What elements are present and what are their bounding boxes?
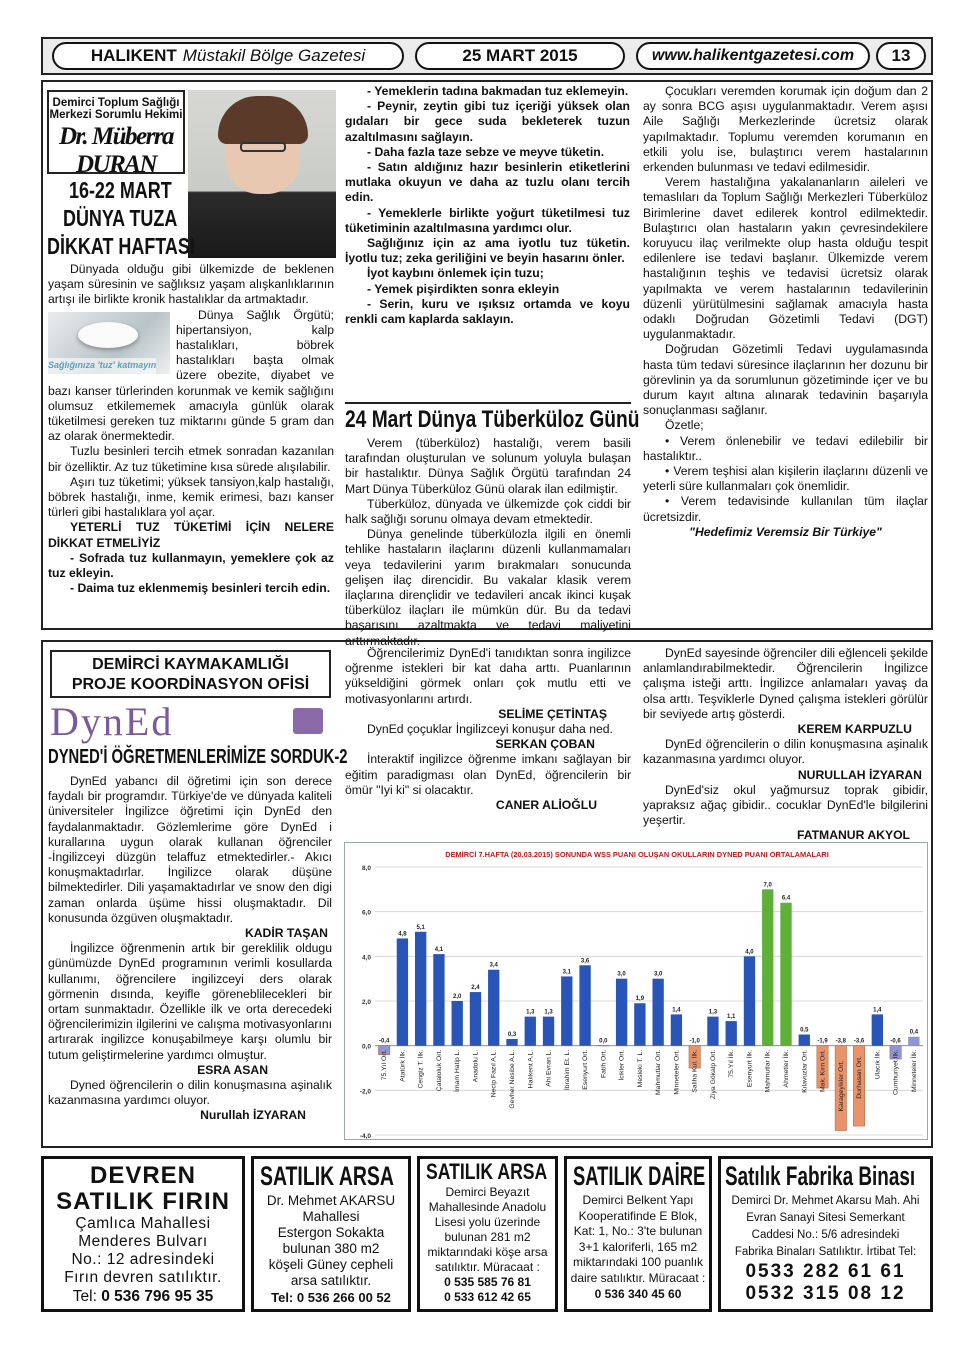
category-label: İcikler Ort. [618, 1049, 626, 1081]
bar [634, 1003, 645, 1045]
paragraph: Tuzlu besinleri tercih etmek sonradan kazanılan bir özelliktir. Az tuz tüketimine kısa sürede alışılabilir. [48, 444, 334, 474]
bar [452, 1001, 463, 1046]
category-label: Saliha Kul. İlk. [691, 1049, 699, 1093]
paragraph: Dünyada olduğu gibi ülkemizde de beklenen yaşam süresinin ve sağlıksız yaşam alışkanlıklarının artışı ile birlikte kronik hastalıklar da artmaktadır. [48, 262, 334, 307]
ad-line: arsa satılıktır. [290, 1273, 372, 1288]
data-label: 1,9 [635, 996, 645, 1003]
chart-title: DEMİRCİ 7.HAFTA (20.03.2015) SONUNDA WSS PUANI OLUŞAN OKULLARIN DYNED PUANI ORTALAMALARI [445, 850, 829, 859]
ad-flat [564, 1156, 712, 1312]
data-label: 2,0 [453, 994, 462, 1000]
office-box [50, 650, 331, 698]
ad-line: Mahallesinde Anadolu [428, 1200, 547, 1214]
paragraph: - Yemeklerle birlikte yoğurt tüketilmesi tuz tüketiminin azaltılmasına yardımcı olur. [345, 205, 630, 235]
paragraph: Dünya genelinde tüberkülozla ilgili en önemli tehlike hastaların ilaçlarını düzenli kullanmamaları veya tedavilerini yarım bırakmaları sonucunda gelişen ilaç direncidir. Bu vakalar klasik verem ilaçlarına dirençlidir ve tedavileri ancak ikinci kuşak tüberküloz ilaçları ile mümkün dür. Bu da tedavi başarısını azaltmakta ve tedavi maliyetini arttırmaktadır. [345, 527, 631, 648]
issue-date: 25 MART 2015 [462, 46, 578, 65]
ad-line: Kat: 1, No.: 3'te bulunan [573, 1224, 703, 1238]
ad-land-2 [417, 1156, 558, 1312]
article3-title: DYNED'İ ÖĞRETMENLERİMİZE SORDUK-2 [48, 746, 348, 768]
paragraph: DynEd çoçuklar İngilizceyi konuşur daha ned. [367, 722, 613, 737]
data-label: 1,3 [526, 1009, 535, 1016]
data-label: -1,0 [689, 1038, 700, 1045]
paragraph: - Peynir, zeytin gibi tuz içeriği yüksek olan gıdaları bir gece suda bekleterek tuzun azaltılmasını sağlayın. [345, 99, 630, 144]
category-label: Mesleki T. L. [636, 1049, 644, 1088]
data-label: -1,9 [817, 1038, 828, 1045]
ad-line: satılıktır. Müracaat : [435, 1260, 540, 1274]
bar [415, 932, 426, 1046]
category-label: Mahmutlar Ort. [655, 1049, 663, 1095]
y-tick-label: 6,0 [361, 909, 371, 917]
author-role-2: Merkezi Sorumlu Hekimi [49, 109, 183, 121]
data-label: 0,0 [599, 1038, 608, 1045]
bar [561, 976, 572, 1045]
page-number-box [876, 42, 926, 70]
y-tick-label: 8,0 [361, 865, 371, 872]
paper-name-box [52, 42, 404, 70]
category-label: Mahmutlar İlk. [764, 1049, 772, 1093]
category-label: Ziya Gökalp Ort. [709, 1049, 717, 1100]
paragraph: • Verem teşhisi alan kişilerin ilaçlarını düzenli ve yeterli süre kullanmaları çok önemlidir. [643, 464, 928, 494]
ad-line: Menderes Bulvarı [78, 1233, 208, 1250]
paragraph: İyot kaybını önlemek için tuzu; [367, 266, 544, 281]
category-label: Gevher Nesibe A.L. [509, 1049, 516, 1109]
category-label: İbrahim Et. L. [563, 1049, 571, 1091]
divider [345, 402, 631, 404]
ad-phone: 0533 282 61 61 [745, 1261, 906, 1282]
y-tick-label: 4,0 [361, 954, 371, 962]
data-label: 4,0 [745, 949, 754, 956]
author-photo [188, 90, 336, 258]
paragraph: - Satın aldığınız hazır besinlerin etiketlerini mutlaka okuyun ve daha az tuzlu olanı tercih edin. [345, 160, 630, 205]
bar [707, 1017, 718, 1046]
data-label: 4,8 [398, 931, 407, 938]
ad-phone: 0 535 585 76 81 [444, 1275, 531, 1289]
data-label: 0,4 [909, 1029, 919, 1036]
category-label: Cengiz T. İlk. [417, 1049, 425, 1089]
dyned-logo-text: DynEd [50, 699, 174, 744]
paragraph: • Verem tedavisinde kullanılan tüm ilaçlar ücretsizdir. [643, 494, 928, 524]
data-label: 0,3 [507, 1031, 517, 1038]
data-label: 3,1 [562, 969, 571, 976]
ad-title: SATILIK DAİRE [573, 1161, 706, 1191]
ad-phone [44, 1287, 242, 1307]
bar [525, 1017, 536, 1046]
paragraph: Özetle; [665, 418, 704, 433]
ad-phone: 0532 315 08 12 [745, 1283, 906, 1304]
bar [872, 1014, 883, 1045]
paragraph: Sağlığınız için az ama iyotlu tuz tüketin. İyotlu tuz; zeka geriliğini ve beyin hasarını önler. [345, 236, 630, 266]
bar [470, 992, 481, 1046]
article3-col3 [643, 646, 928, 843]
article3-col2 [345, 646, 631, 838]
ad-title: SATILIK FIRIN [56, 1188, 230, 1215]
paragraph: DynEd öğrencilerin o dilin konuşmasına aşinalık kazanmasına yardımcı oluyor. [643, 737, 928, 767]
ad-line: Evran Sanayi Sitesi Semerkant [746, 1212, 905, 1224]
ad-line: Lisesi yolu üzerinde [434, 1215, 541, 1229]
author-role-1: Demirci Toplum Sağlığı [52, 97, 180, 109]
ad-phone-label: Tel: [72, 1288, 97, 1305]
paragraph: Verem (tüberküloz) hastalığı, verem basili tarafından oluşturulan ve solunum yoluyla bulaşan bir hastalıktır. Dünya Sağlık Örgütü tarafından 24 Mart Dünya Tüberküloz Günü olarak ilan edilmiştir. [345, 436, 631, 496]
author-box [47, 90, 185, 178]
paragraph: Aşırı tuz tüketimi; yüksek tansiyon,kalp hastalığı, böbrek hastalığı, inme, kemik erimesi, bazı kanser türleri gibi hastalıklara yol açar. [48, 474, 334, 520]
data-label: -3,8 [835, 1038, 846, 1045]
ad-line: bulunan 380 m2 [282, 1241, 380, 1256]
ad-line: Kooperatifinde E Blok, [578, 1208, 698, 1223]
article1-title [47, 176, 197, 260]
ad-line: Dr. Mehmet AKARSU [266, 1193, 396, 1208]
ad-phone: 0 533 612 42 65 [444, 1290, 531, 1304]
ad-line: daire satılıktır. Müracaat : [570, 1270, 706, 1285]
category-label: Mak. Kırn Ort. [819, 1049, 827, 1092]
data-label: 3,0 [617, 971, 626, 978]
page-number: 13 [891, 46, 911, 65]
category-label: Ahmetler İlk. [783, 1049, 790, 1088]
ad-line: Demirci Belkent Yapı [582, 1193, 694, 1207]
title-line-1: 16-22 MART [69, 177, 172, 203]
paragraph: Dyned öğrencilerin o dilin konuşmasına aşinalık kazanmasına yardımcı oluyor. [48, 1078, 332, 1108]
data-label: 1,4 [672, 1007, 681, 1014]
category-label: Durhasan Ort. [856, 1056, 864, 1099]
ad-line: No.: 12 adresindeki [71, 1251, 215, 1268]
ad-phone-number: 0 536 796 95 35 [101, 1288, 214, 1305]
data-label: 2,4 [471, 985, 480, 992]
data-label: -0,6 [890, 1038, 901, 1045]
category-label: Karageyikler Ort. [837, 1060, 845, 1112]
paragraph: Tüberküloz, dünyada ve ülkemizde çok ciddi bir halk sağlığı sorunu olmaya devam etmektedir. [345, 496, 631, 527]
y-tick-label: -4,0 [359, 1133, 371, 1140]
paragraph: Öğrencilerimiz DynEd'i tanıdıktan sonra ingilizce oğrenme istekleri bir kat daha arttı. Puanlarının yükseldiğini görmek onları çok mutlu etti ve motivasyonlarını artırdı. [345, 646, 631, 706]
category-label: Minneteler Ort. [673, 1049, 681, 1095]
dyned-logo-icon [293, 708, 323, 734]
ad-line: Caddesi No.: 5/6 adresindeki [751, 1229, 900, 1241]
ad-line: miktarındaki 100 puanlık [572, 1255, 704, 1269]
data-label: 1,3 [544, 1009, 553, 1016]
category-label: Atatürk İlk. [399, 1049, 407, 1082]
ad-title: SATILIK ARSA [426, 1159, 548, 1184]
paragraph: Verem hastalığına yakalananların aileleri ve temaslıları da Toplum Sağlığı Merkezleri Tüberküloz Birimlerine davet edilerek kontrol edilmektedir. Bulaştırıcı olan hastaların yakın çevresindekilere koruyucu ilaç verilmekte olup hasta olduğu tespit edilenlere ise tedavi başlanır. Ülkemizde verem hastalığının teşhis ve tedavisi ücretsiz olarak yapılmakta ve verem hastalarının tedavilerinin düzenli yürütülmesini sağlamak amacıyla hasta odaklı Doğrudan Gözetimli Tedavi (DGT) uygulanmaktadır. [643, 175, 928, 342]
bar [433, 954, 444, 1046]
ad-line: Demirci Beyazıt [445, 1185, 530, 1199]
ad-phone [254, 1289, 408, 1307]
data-label: 6,4 [781, 895, 791, 902]
closing-slogan: "Hedefimiz Veremsiz Bir Türkiye" [689, 524, 882, 539]
y-tick-label: -2,0 [359, 1088, 371, 1096]
bar [726, 1021, 737, 1046]
paragraph: DynEd'siz okul yağmursuz toprak gibidir, yapraksız ağaç gibidir.. cocuklar DynEd'le bilgilerini yeşertir. [643, 782, 928, 828]
signature: ESRA ASAN [197, 1062, 268, 1077]
category-label: İmam Hatip L. [454, 1049, 462, 1092]
data-label: 1,1 [727, 1014, 736, 1021]
bar [671, 1014, 682, 1045]
category-label: Minneteler İlk. [910, 1049, 918, 1092]
data-label: 1,4 [873, 1007, 882, 1014]
category-label: Anadolu L. [472, 1049, 480, 1083]
category-label: Necip Fazıl A.L. [490, 1049, 498, 1098]
ad-line: Çamlıca Mahallesi [75, 1215, 211, 1232]
ad-phone: 0 536 340 45 60 [594, 1287, 682, 1301]
signature: KEREM KARPUZLU [797, 722, 912, 737]
salt-image [48, 312, 170, 374]
paragraph: - Serin, kuru ve ışıksız ortamda ve koyu renkli cam kaplarda saklayın. [345, 296, 630, 327]
bar [799, 1035, 810, 1046]
website: www.halikentgazetesi.com [651, 47, 855, 64]
category-label: Fatih Ort. [600, 1049, 608, 1078]
title-line-2: DÜNYA TUZA [63, 205, 178, 231]
category-label: Esenyurt Ort. [582, 1049, 590, 1090]
data-label: 0,5 [800, 1027, 809, 1034]
paragraph: İnteraktif ingilizce öğrenme imkanı sağlayan bir eğitim paradigması olan DynEd, öğrencilerin bir ömür "Iyi ki" si olacaktır. [345, 752, 631, 797]
data-label: 7,0 [763, 882, 772, 889]
signature: SERKAN ÇOBAN [495, 737, 595, 752]
article2-col2 [643, 84, 928, 624]
data-label: 5,1 [416, 924, 425, 931]
paragraph: DynEd yabancı dil öğretimi için son derece faydalı bir programdır. Türkiye'de ve dünyada kaliteli üniversiteler İngilizce öğretimi için DynEd den faydalanmaktadır. Gözlemlerime göre DynEd i kurallarına uygun olarak kullanan öğrenciler -İngilizceyi düzgün telaffuz etmektedirler.- Akıcı konuşmaktadırlar. İngilizce olarak düşüne bilmektedirler. Dili yaşamaktadırlar ve snow den digi zaman onlarda üşüme hissi oluşmaktadır. Dil konusunda özgüven oluşmaktadır. [48, 774, 332, 925]
category-label: Kılavuzlar Ort. [801, 1049, 809, 1093]
data-label: 3,0 [653, 971, 663, 978]
paper-subtitle: Müstakil Bölge Gazetesi [182, 46, 366, 65]
article1-col1 [48, 262, 334, 626]
office-line-1: DEMİRCİ KAYMAKAMLIĞI [92, 656, 289, 673]
signature: NURULLAH İZYARAN [797, 767, 922, 782]
ad-line: bulunan 281 m2 [444, 1230, 531, 1244]
signature: Nurullah İZYARAN [200, 1108, 306, 1123]
category-label: Halıkent A.L. [527, 1049, 535, 1089]
paragraph: - Yemeklerin tadına bakmadan tuz eklemeyin. [367, 84, 629, 98]
paragraph: • Verem önlenebilir ve tedavi edilebilir bir hastalıktır.. [643, 433, 928, 463]
paragraph: DynEd sayesinde öğrenciler dili eğlenceli şekilde anlamlandırabilmektedir. Öğrencilerin İngilizce çalışma isteği arttı. İngilizce anlamaları yavaş da olsa arttı. Teşviklerle Dyned çalışma istekleri görülür bir seviyede artış gösterdi. [643, 646, 928, 721]
bar [543, 1017, 554, 1046]
image-caption: Sağlığınıza 'tuz' katmayın [48, 358, 156, 373]
paper-name: HALIKENT [90, 46, 177, 65]
paragraph: Doğrudan Gözetimli Tedavi uygulamasında hasta tüm tedavi süresince ilaçlarının her dozunu bir görevlinin ya da sorumlunun gözetiminde içer ve bu durum kayıt altına alınarak tedavinin başarıyla sonuçlanması sağlanır. [643, 342, 928, 418]
ad-land-1 [251, 1156, 411, 1312]
data-label: 4,1 [434, 947, 444, 954]
bar [397, 938, 408, 1045]
article2-col1 [345, 436, 631, 648]
ad-phone-label: Tel: [271, 1290, 294, 1305]
ad-line: köşeli Güney cepheli [268, 1257, 394, 1272]
category-label: 75.Yıl Ort. [381, 1049, 389, 1081]
bar [616, 979, 627, 1046]
signature: KADİR TAŞAN [244, 926, 328, 941]
ad-line: miktarındaki köşe arsa [427, 1245, 548, 1259]
data-label: -0,4 [378, 1038, 390, 1045]
dyned-logo [50, 699, 331, 744]
data-label: 1,3 [708, 1009, 718, 1016]
paragraph: - Sofrada tuz kullanmayın, yemeklere çok az tuz ekleyin. [48, 550, 334, 581]
ad-line: Fabrika Binaları Satılıktır. İrtibat Tel: [734, 1246, 917, 1258]
signature: SELİME ÇETİNTAŞ [498, 706, 607, 721]
article2-title: 24 Mart Dünya Tüberküloz Günü [345, 406, 640, 433]
ad-title: DEVREN [89, 1162, 197, 1189]
data-label: -3,6 [853, 1038, 865, 1045]
paragraph: Çocukları veremden korumak için doğum dan 2 ay sonra BCG aşısı uygulanmaktadır. Verem aşısı Aile Sağlığı Merkezlerinde ücretsiz olarak yapılmaktadır. Toplumu veremden korumanın en etkili yolu ise, bulaştırıcı verem hastalarının erkenden bulunması ve tedavi edilmesidir. [643, 84, 928, 175]
paragraph: - Daha fazla taze sebze ve meyve tüketin. [367, 144, 605, 159]
title-line-3: DİKKAT HAFTASI [47, 233, 195, 259]
category-label: Çataloluk Ort. [435, 1049, 443, 1092]
ad-line: Fırın devren satılıktır. [64, 1269, 222, 1286]
bar [488, 970, 499, 1046]
category-label: 75.Yıl İlk. [728, 1049, 736, 1078]
article1-col2 [345, 84, 630, 400]
signature: FATMANUR AKYOL [796, 828, 910, 843]
paragraph: İngilizce öğrenmenin artık bir gereklilik oldugu günümüzde DynEd programının verimli kosullarda kullanımı, öğrencilere ingilizceyi ders olarak görmenin dısında, keyifle göreneblilecekleri bir ortam sunmaktadır. Özellikle ilk ve orta derecedeki öğrencilerimizin ilgilerini ve calışma motivasyonlarını artırarak ingilizce konuşabilmeye karşı olumlu bir tutum geliştirmelerine yardımcı olmuştur. [48, 941, 332, 1062]
ad-line: Mahallesi [302, 1209, 360, 1224]
ad-title: Satılık Fabrika Binası [725, 1161, 916, 1191]
y-tick-label: 0,0 [361, 1043, 371, 1051]
ad-factory [718, 1156, 933, 1312]
chart-panel [344, 842, 928, 1140]
bar [744, 956, 755, 1045]
website-box [636, 42, 870, 70]
y-tick-label: 2,0 [361, 999, 371, 1006]
signature: CANER ALİOĞLU [495, 798, 597, 813]
author-name: Dr. Müberra DURAN [58, 123, 174, 178]
office-line-2: PROJE KOORDİNASYON OFİSİ [71, 676, 310, 693]
data-label: 3,4 [489, 962, 498, 969]
article3-col1 [48, 774, 332, 1142]
category-label: Esenyurt İlk. [746, 1049, 754, 1088]
category-label: Ahi Evran L. [545, 1049, 553, 1087]
category-label: Cumhuriyet İlk. [892, 1049, 900, 1095]
paragraph: - Daima tuz eklenmemiş besinleri tercih edin. [70, 581, 331, 596]
category-label: Ulacık İlk. [874, 1049, 882, 1080]
bar [780, 903, 791, 1046]
dyned-score-chart [345, 843, 929, 1141]
bar [652, 979, 663, 1046]
ad-bakery [41, 1156, 245, 1312]
paragraph: Dünya Sağlık Örgütü; hipertansiyon, kalp hastalıkları, böbrek hastalıkları başta olmak üzere obezite, diyabet ve bazı kanser türlerinden korunmak ve kemik sağlığını olumsuz etkilememek amacıyla günlük olarak tüketilmesi gereken tuz miktarını günde 5 gram dan az olarak önermektedir. [48, 307, 334, 444]
ad-title: SATILIK ARSA [260, 1161, 394, 1191]
ad-line: Demirci Dr. Mehmet Akarsu Mah. Ahi [731, 1195, 920, 1207]
paragraph: - Yemek pişirdikten sonra ekleyin [367, 281, 560, 296]
ad-line: Estergon Sokakta [277, 1225, 385, 1240]
ad-line: 3+1 kaloriferli, 165 m2 [578, 1239, 698, 1254]
bar [908, 1037, 919, 1046]
data-label: 3,6 [580, 958, 590, 965]
bar [506, 1039, 517, 1046]
bar [579, 965, 590, 1045]
paragraph: YETERLİ TUZ TÜKETİMİ İÇİN NELERE DİKKAT ETMELİYİZ [48, 520, 334, 550]
bar [598, 1046, 609, 1047]
bar [762, 889, 773, 1045]
ad-phone-number: 0 536 266 00 52 [296, 1290, 391, 1305]
date-box [415, 42, 625, 70]
